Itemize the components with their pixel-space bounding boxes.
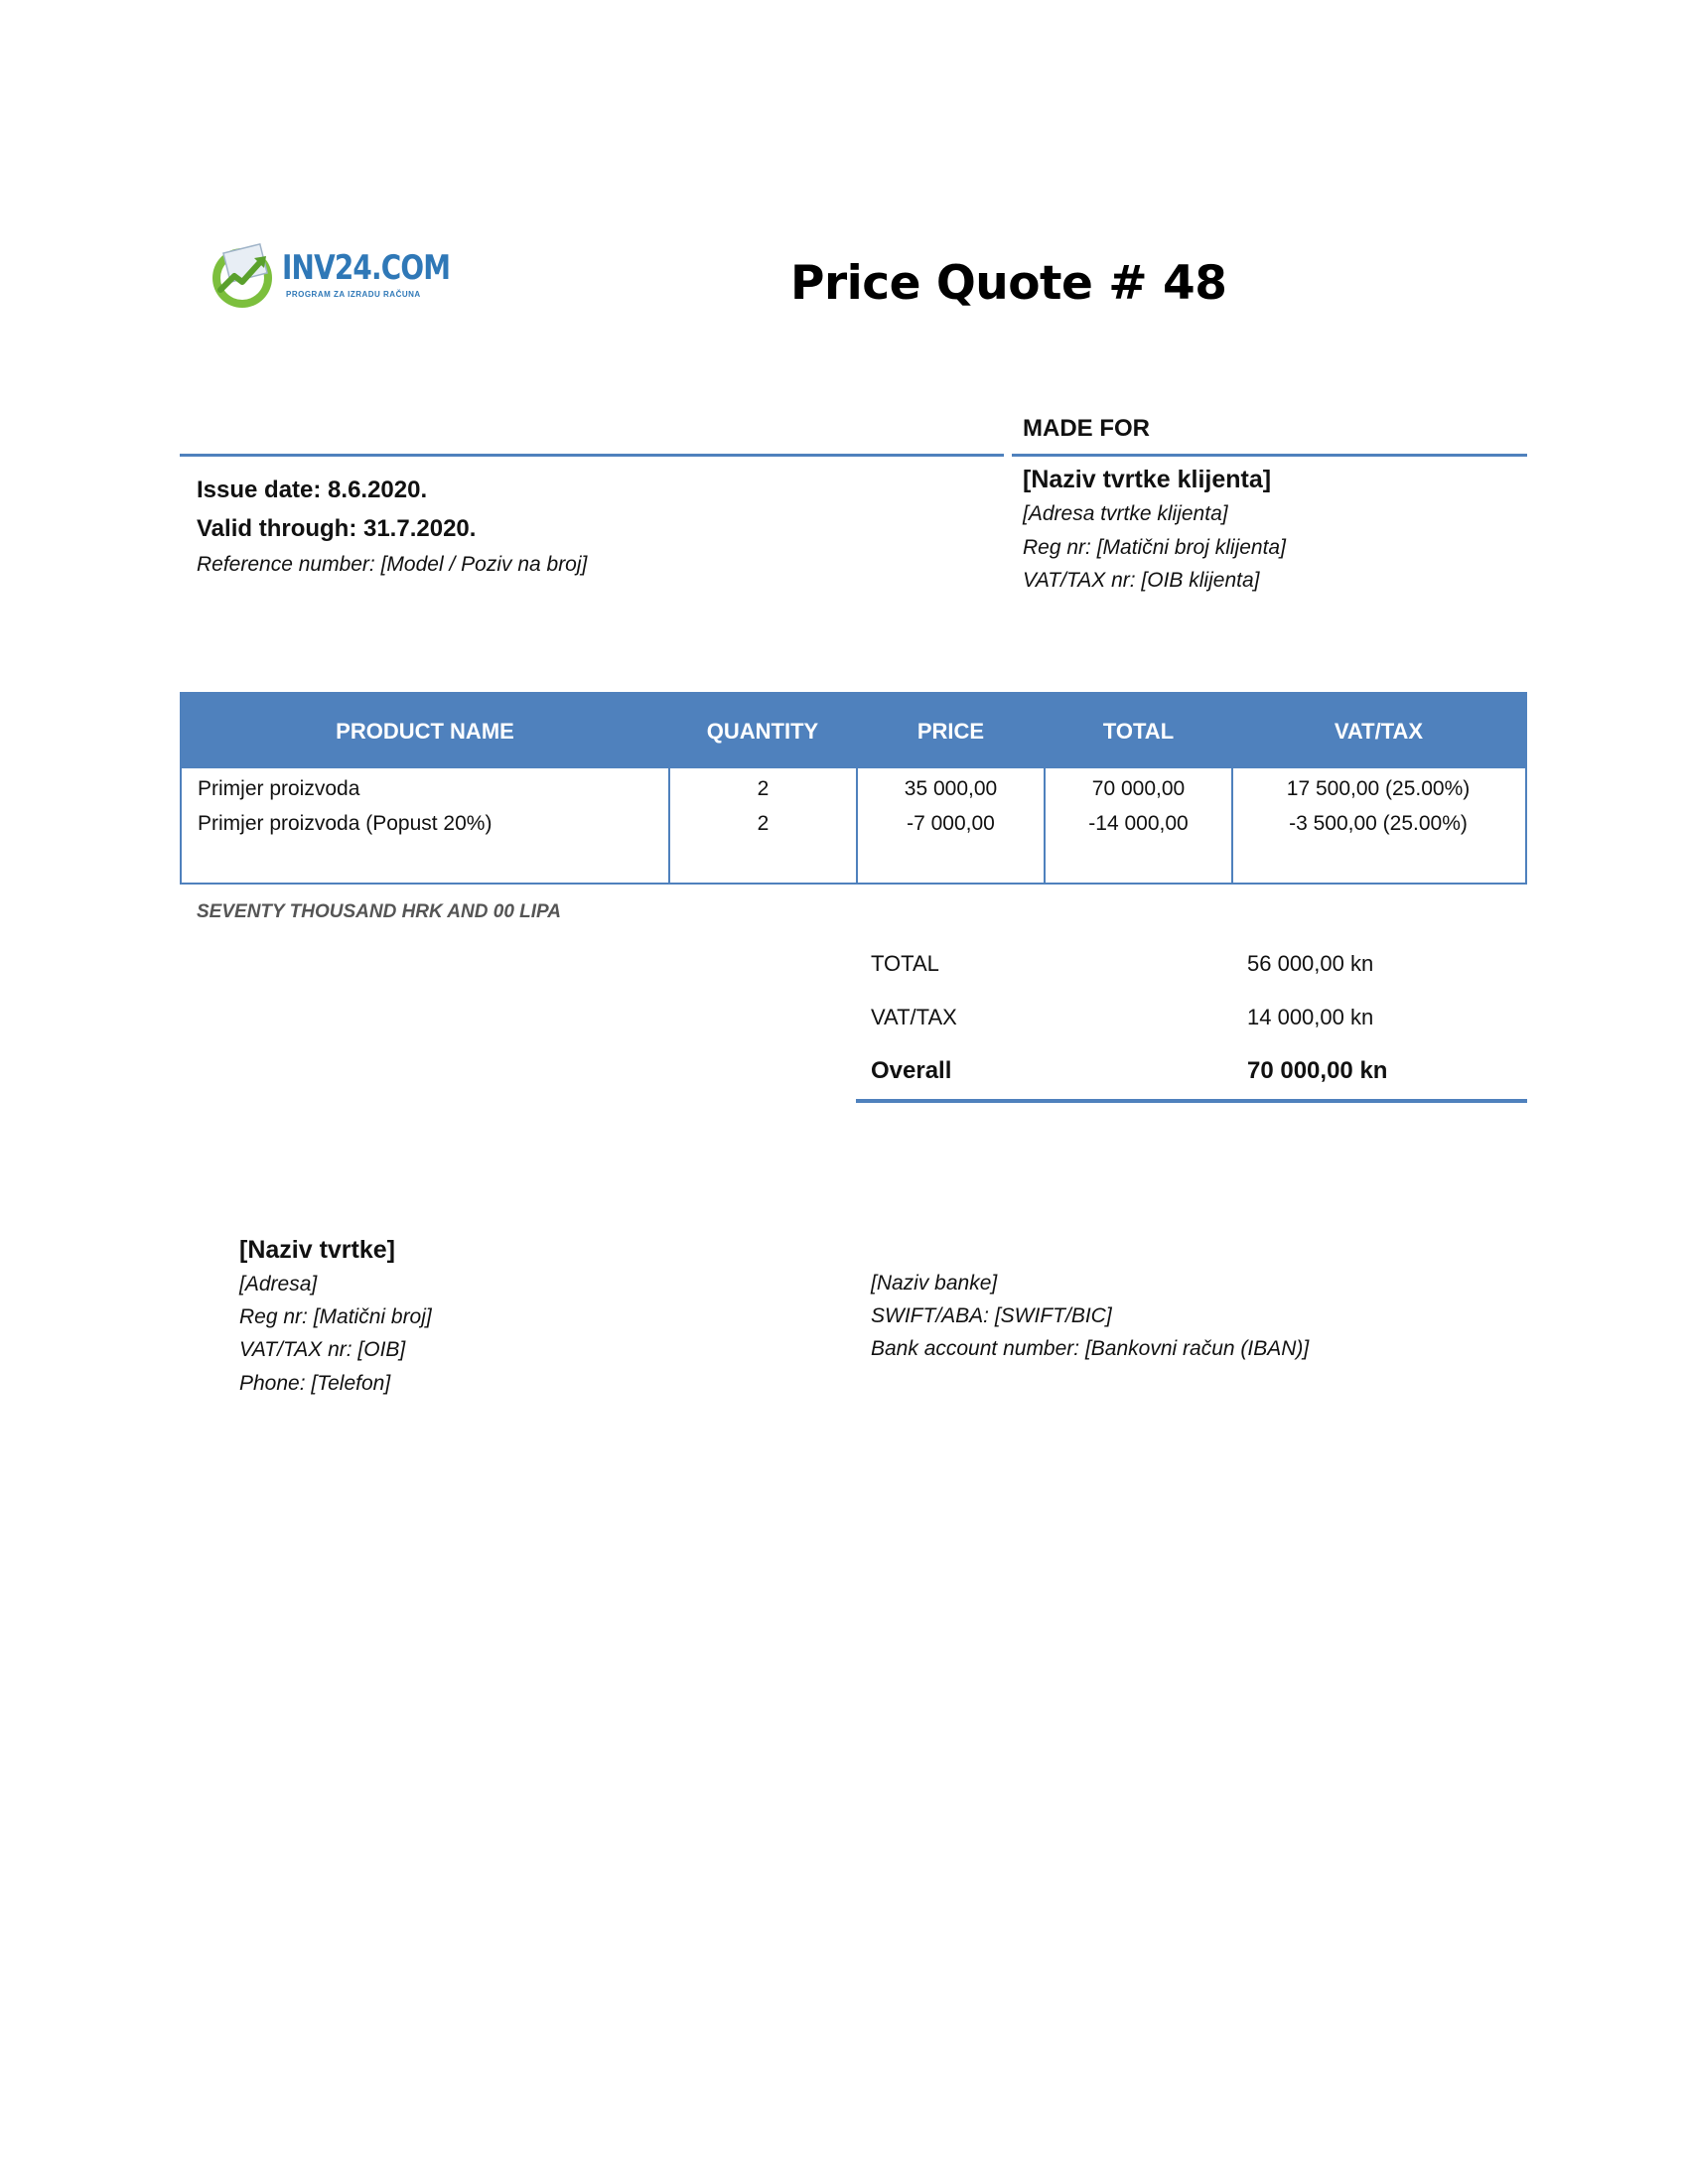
bank-account-number: Bank account number: [Bankovni račun (IBAN)] (871, 1337, 1310, 1360)
client-name: [Naziv tvrtke klijenta] (1023, 466, 1272, 493)
company-phone: Phone: [Telefon] (239, 1372, 391, 1395)
logo-subtext: PROGRAM ZA IZRADU RAČUNA (286, 290, 421, 299)
table-cell-total: 70 000,00 (1091, 777, 1186, 800)
summary-overall-value: 70 000,00 kn (1247, 1057, 1388, 1084)
made-for-label: MADE FOR (1023, 415, 1150, 442)
summary-vat-value: 14 000,00 kn (1247, 1005, 1374, 1029)
table-cell-product: Primjer proizvoda (Popust 20%) (198, 812, 492, 835)
summary-overall-label: Overall (871, 1057, 952, 1084)
valid-through: Valid through: 31.7.2020. (197, 515, 477, 542)
summary-total-label: TOTAL (871, 951, 939, 976)
table-cell-price: -7 000,00 (907, 812, 995, 835)
header-divider-left (180, 454, 1004, 457)
company-reg-number: Reg nr: [Matični broj] (239, 1305, 432, 1328)
company-logo (207, 238, 451, 318)
client-vat-number: VAT/TAX nr: [OIB klijenta] (1023, 569, 1260, 592)
client-address: [Adresa tvrtke klijenta] (1023, 502, 1228, 525)
items-table (180, 692, 1527, 885)
table-cell-vat: -3 500,00 (25.00%) (1289, 812, 1468, 835)
company-address: [Adresa] (239, 1273, 318, 1296)
column-header-quantity: QUANTITY (706, 719, 819, 744)
summary-vat-label: VAT/TAX (871, 1005, 957, 1029)
company-vat-number: VAT/TAX nr: [OIB] (239, 1338, 406, 1361)
header-divider-right (1012, 454, 1527, 457)
column-header-price: PRICE (916, 719, 985, 744)
table-cell-price: 35 000,00 (904, 777, 998, 800)
amount-in-words: SEVENTY THOUSAND HRK AND 00 LIPA (197, 901, 562, 922)
summary-divider (856, 1099, 1527, 1103)
column-header-product-name: PRODUCT NAME (336, 719, 514, 744)
column-header-vat: VAT/TAX (1334, 719, 1424, 744)
table-cell-quantity: 2 (757, 812, 770, 835)
summary-total-value: 56 000,00 kn (1247, 951, 1374, 976)
bank-name: [Naziv banke] (871, 1272, 998, 1295)
company-name: [Naziv tvrtke] (239, 1236, 395, 1264)
table-cell-product: Primjer proizvoda (198, 777, 360, 800)
bank-swift: SWIFT/ABA: [SWIFT/BIC] (871, 1304, 1112, 1327)
issue-date: Issue date: 8.6.2020. (197, 477, 428, 503)
table-header (182, 694, 1525, 768)
logo-text: INV24.COM (282, 248, 451, 288)
table-cell-total: -14 000,00 (1088, 812, 1189, 835)
table-cell-quantity: 2 (757, 777, 770, 800)
logo-icon (207, 238, 280, 312)
column-header-total: TOTAL (1102, 719, 1175, 744)
client-reg-number: Reg nr: [Matični broj klijenta] (1023, 536, 1286, 559)
page-title: Price Quote # 48 (790, 256, 1227, 311)
table-cell-vat: 17 500,00 (25.00%) (1286, 777, 1471, 800)
reference-number: Reference number: [Model / Poziv na broj] (197, 553, 588, 576)
